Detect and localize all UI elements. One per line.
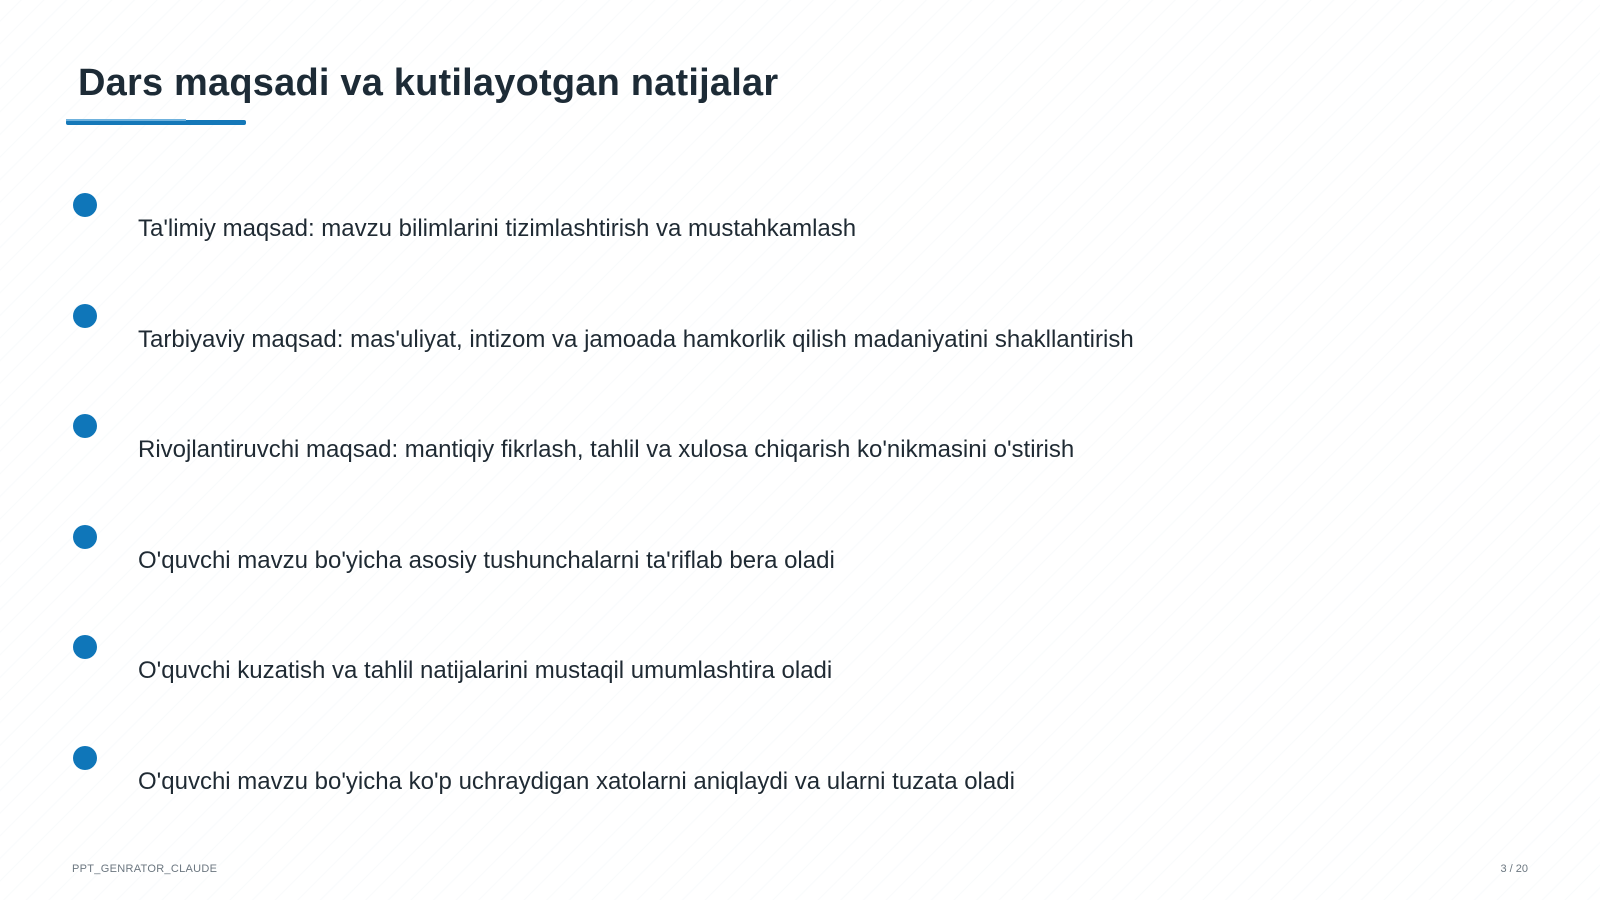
bullet-dot-icon [73,304,97,328]
bullet-dot-icon [73,414,97,438]
bullet-item [72,525,1472,605]
bullet-dot-icon [73,193,97,217]
bullet-text: O'quvchi kuzatish va tahlil natijalarini mustaqil umumlashtira oladi [138,657,833,684]
bullet-item [72,304,1472,384]
bullet-item [72,746,1472,826]
bullet-item [72,414,1472,494]
bullet-text: Rivojlantiruvchi maqsad: mantiqiy fikrlash, tahlil va xulosa chiqarish ko'nikmasini o'stirish [138,436,1075,463]
bullet-text: O'quvchi mavzu bo'yicha asosiy tushunchalarni ta'riflab bera oladi [138,547,835,574]
bullet-item [72,635,1472,715]
footer-brand: PPT_GENRATOR_CLAUDE [72,863,218,875]
bullet-dot-icon [73,746,97,770]
bullet-text: Ta'limiy maqsad: mavzu bilimlarini tizimlashtirish va mustahkamlash [138,215,857,242]
bullet-dot-icon [73,525,97,549]
bullet-text: Tarbiyaviy maqsad: mas'uliyat, intizom va jamoada hamkorlik qilish madaniyatini shakllantirish [138,326,1134,353]
page-indicator: 3 / 20 [1500,863,1528,875]
bullet-dot-icon [73,635,97,659]
slide-title: Dars maqsadi va kutilayotgan natijalar [78,62,779,104]
bullet-item [72,193,1472,273]
bullet-text: O'quvchi mavzu bo'yicha ko'p uchraydigan xatolarni aniqlaydi va ularni tuzata oladi [138,768,1015,795]
